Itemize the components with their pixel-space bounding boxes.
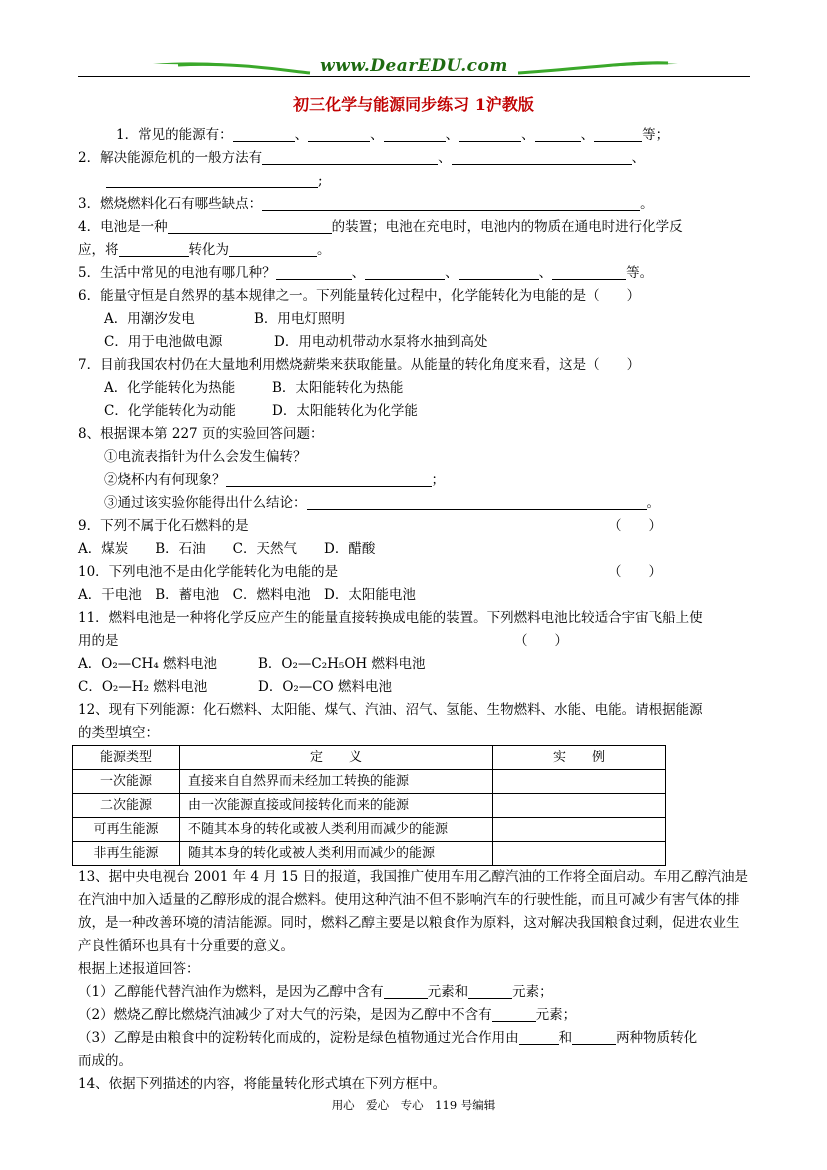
answer-blank[interactable] bbox=[307, 494, 647, 510]
answer-blank[interactable] bbox=[384, 126, 446, 142]
table-header: 能源类型 bbox=[73, 746, 180, 770]
answer-blank[interactable] bbox=[233, 126, 295, 142]
option-b[interactable]: B．太阳能转化为热能 bbox=[272, 380, 404, 396]
question-12: 12、现有下列能源：化石燃料、太阳能、煤气、汽油、沼气、氢能、生物燃料、水能、电能。请根据能源 bbox=[78, 702, 703, 718]
table-cell: 不随其本身的转化或被人类利用而减少的能源 bbox=[180, 818, 493, 842]
option-b[interactable]: B．用电灯照明 bbox=[254, 311, 345, 327]
site-logo[interactable]: www.DearEDU.com bbox=[320, 56, 508, 76]
answer-blank[interactable] bbox=[262, 195, 640, 211]
table-cell: 可再生能源 bbox=[73, 818, 180, 842]
question-3: 3．燃烧燃料化石有哪些缺点： 。 bbox=[78, 196, 654, 212]
answer-blank[interactable] bbox=[168, 218, 332, 234]
table-cell: 非再生能源 bbox=[73, 842, 180, 866]
table-cell: 二次能源 bbox=[73, 794, 180, 818]
option-c[interactable]: C．O₂—H₂ 燃料电池 bbox=[78, 679, 208, 695]
question-6: 6．能量守恒是自然界的基本规律之一。下列能量转化过程中，化学能转化为电能的是（ ） bbox=[78, 288, 641, 304]
question-10: 10．下列电池不是由化学能转化为电能的是 （ ） bbox=[78, 561, 752, 584]
answer-blank[interactable] bbox=[535, 126, 581, 142]
option-a[interactable]: A．化学能转化为热能 bbox=[104, 380, 236, 396]
question-5: 5．生活中常见的电池有哪几种？ 、 、 、 等。 bbox=[78, 265, 654, 281]
option-a[interactable]: A．O₂—CH₄ 燃料电池 bbox=[78, 656, 218, 672]
question-6-options-2 bbox=[78, 331, 752, 354]
answer-blank[interactable] bbox=[459, 126, 521, 142]
question-11-options-1 bbox=[78, 653, 752, 676]
option-d[interactable]: D．太阳能转化为化学能 bbox=[272, 403, 418, 419]
table-cell: 直接来自自然界而未经加工转换的能源 bbox=[180, 770, 493, 794]
question-11-options-2 bbox=[78, 676, 752, 699]
question-13-lead: 根据上述报道回答： bbox=[78, 961, 200, 977]
question-13-paragraph: 13、据中央电视台 2001 年 4 月 15 日的报道，我国推广使用车用乙醇汽油的工作将全面启动。车用乙醇汽油是在汽油中加入适量的乙醇形成的混合燃料。使用这种汽油不但不影响汽车的行驶性能，而且可减少有害气体的排放，是一种改善环境的清洁能源。同时，燃料乙醇主要是以粮食作为原料，这对解决我国粮食过剩，促进农业生产良性循环也具有十分重要的意义。 bbox=[78, 869, 749, 954]
answer-blank[interactable] bbox=[459, 264, 539, 280]
question-8-sub-3: ③通过该实验你能得出什么结论： 。 bbox=[104, 495, 660, 511]
question-8: 8、根据课本第 227 页的实验回答问题： bbox=[78, 426, 324, 442]
question-7-options-1 bbox=[78, 377, 752, 400]
table-cell: 由一次能源直接或间接转化而来的能源 bbox=[180, 794, 493, 818]
question-8-sub-1: ①电流表指针为什么会发生偏转？ bbox=[104, 449, 307, 465]
question-8-sub-2: ②烧杯内有何现象？ ； bbox=[104, 472, 445, 488]
question-text: 2．解决能源危机的一般方法有 bbox=[78, 150, 263, 166]
answer-blank[interactable] bbox=[452, 149, 632, 165]
option-c[interactable]: C．用于电池做电源 bbox=[104, 334, 223, 350]
answer-blank[interactable] bbox=[365, 264, 445, 280]
answer-blank[interactable] bbox=[519, 1029, 559, 1045]
question-4: 4．电池是一种 的装置；电池在充电时，电池内的物质在通电时进行化学反 bbox=[78, 219, 683, 235]
question-6-options-1 bbox=[78, 308, 752, 331]
worksheet-body bbox=[78, 124, 752, 1096]
question-2: 2．解决能源危机的一般方法有 、 、 bbox=[78, 150, 646, 166]
question-text: 1．常见的能源有： bbox=[116, 127, 233, 143]
table-cell: 一次能源 bbox=[73, 770, 180, 794]
answer-blank[interactable] bbox=[226, 471, 432, 487]
option-d[interactable]: D．用电动机带动水泵将水抽到高处 bbox=[274, 334, 488, 350]
option-b[interactable]: B．O₂—C₂H₅OH 燃料电池 bbox=[258, 656, 426, 672]
question-4-cont: 应，将 转化为 。 bbox=[78, 242, 331, 258]
question-13-sub-1: （1）乙醇能代替汽油作为燃料，是因为乙醇中含有 元素和 元素； bbox=[78, 984, 553, 1000]
answer-blank[interactable] bbox=[276, 264, 352, 280]
answer-blank[interactable] bbox=[119, 241, 189, 257]
question-12-cont: 的类型填空： bbox=[78, 725, 159, 741]
question-11: 11．燃料电池是一种将化学反应产生的能量直接转换成电能的装置。下列燃料电池比较适合宇宙飞船上使 bbox=[78, 610, 703, 626]
option-a[interactable]: A．用潮汐发电 bbox=[104, 311, 195, 327]
answer-blank[interactable] bbox=[106, 172, 318, 188]
question-13-sub-2: （2）燃烧乙醇比燃烧汽油减少了对大气的污染，是因为乙醇中不含有 元素； bbox=[78, 1007, 577, 1023]
table-header: 定 义 bbox=[180, 746, 493, 770]
question-1: 1．常见的能源有： 、 、 、 、 、 等； bbox=[116, 127, 670, 143]
header-rule bbox=[78, 76, 750, 77]
table-cell: 随其本身的转化或被人类利用而减少的能源 bbox=[180, 842, 493, 866]
answer-paren[interactable]: （ ） bbox=[608, 564, 662, 580]
energy-types-table bbox=[72, 745, 666, 866]
question-7: 7．目前我国农村仍在大量地利用燃烧薪柴来获取能量。从能量的转化角度来看，这是（ ） bbox=[78, 357, 641, 373]
question-10-options: A．干电池 B．蓄电池 C．燃料电池 D．太阳能电池 bbox=[78, 587, 416, 603]
page-footer: 用心 爱心 专心 119 号编辑 bbox=[331, 1098, 496, 1112]
question-9-options: A．煤炭 B．石油 C．天然气 D．醋酸 bbox=[78, 541, 376, 557]
table-row bbox=[73, 818, 666, 842]
page-title: 初三化学与能源同步练习 1沪教版 bbox=[293, 95, 534, 114]
table-header: 实 例 bbox=[493, 746, 666, 770]
example-cell[interactable] bbox=[493, 842, 666, 866]
answer-paren[interactable]: （ ） bbox=[514, 633, 568, 649]
example-cell[interactable] bbox=[493, 794, 666, 818]
option-d[interactable]: D．O₂—CO 燃料电池 bbox=[258, 679, 392, 695]
table-header-row bbox=[73, 746, 666, 770]
answer-blank[interactable] bbox=[594, 126, 642, 142]
answer-blank[interactable] bbox=[468, 983, 512, 999]
answer-blank[interactable] bbox=[229, 241, 317, 257]
answer-blank[interactable] bbox=[308, 126, 370, 142]
site-header bbox=[78, 52, 750, 82]
table-row bbox=[73, 842, 666, 866]
answer-blank[interactable] bbox=[552, 264, 626, 280]
example-cell[interactable] bbox=[493, 770, 666, 794]
question-2-cont: ; bbox=[78, 170, 752, 193]
question-11-cont: 用的是 （ ） bbox=[78, 630, 752, 653]
table-row bbox=[73, 770, 666, 794]
question-14: 14、依据下列描述的内容，将能量转化形式填在下列方框中。 bbox=[78, 1076, 447, 1092]
answer-blank[interactable] bbox=[384, 983, 428, 999]
answer-blank[interactable] bbox=[572, 1029, 616, 1045]
table-row bbox=[73, 794, 666, 818]
answer-blank[interactable] bbox=[262, 149, 438, 165]
example-cell[interactable] bbox=[493, 818, 666, 842]
question-text: 5．生活中常见的电池有哪几种？ bbox=[78, 265, 276, 281]
option-c[interactable]: C．化学能转化为动能 bbox=[104, 403, 236, 419]
question-13-sub-3: （3）乙醇是由粮食中的淀粉转化而成的，淀粉是绿色植物通过光合作用由 和 两种物质转化 bbox=[78, 1030, 698, 1046]
question-9: 9．下列不属于化石燃料的是 （ ） bbox=[78, 515, 752, 538]
answer-blank[interactable] bbox=[492, 1006, 536, 1022]
question-text: 3．燃烧燃料化石有哪些缺点： bbox=[78, 196, 263, 212]
question-7-options-2 bbox=[78, 400, 752, 423]
answer-paren[interactable]: （ ） bbox=[608, 518, 662, 534]
question-13-sub-3-cont: 而成的。 bbox=[78, 1053, 132, 1069]
